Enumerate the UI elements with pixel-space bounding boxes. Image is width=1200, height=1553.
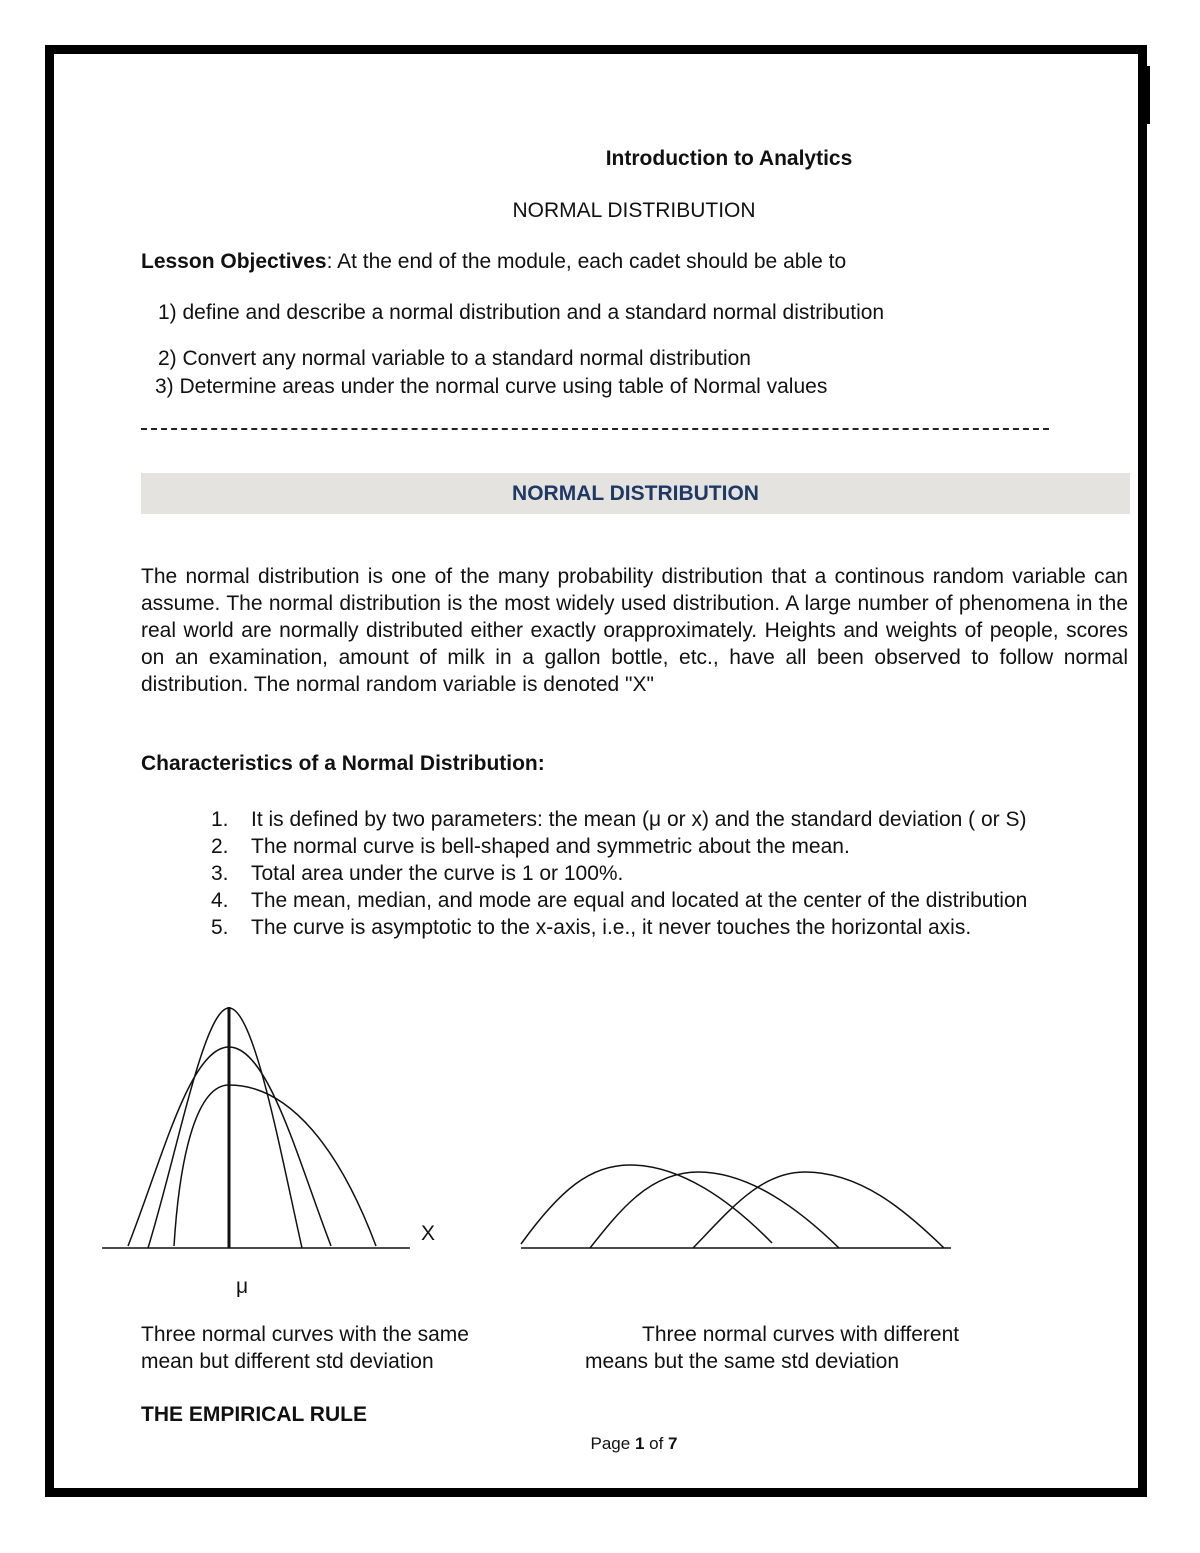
topic-title: NORMAL DISTRIBUTION [512, 199, 756, 222]
mu-label: μ [236, 1275, 249, 1298]
characteristics-list [211, 806, 1027, 941]
list-item [211, 833, 1027, 860]
shifted-curve-2 [590, 1172, 839, 1248]
page-number [0, 1434, 1200, 1454]
list-item-number: 5. [211, 916, 229, 939]
border-tab-mark [1144, 66, 1150, 124]
x-axis-label: X [421, 1222, 436, 1245]
shifted-curve-1 [521, 1165, 772, 1244]
list-item-text: It is defined by two parameters: the mean (μ or x) and the standard deviation ( or S) [251, 808, 1027, 831]
objective-item: 1) define and describe a normal distribution and a standard normal distribution [158, 301, 885, 324]
page-total: 7 [668, 1434, 678, 1453]
shifted-curve-3 [693, 1172, 944, 1248]
objectives-intro [141, 250, 846, 274]
list-item-text: The mean, median, and mode are equal and located at the center of the distribution [251, 889, 1028, 912]
right-caption-line2: means but the same std deviation [585, 1350, 900, 1373]
list-item [211, 860, 1027, 887]
course-title: Introduction to Analytics [605, 147, 853, 170]
list-item [211, 914, 1027, 941]
list-item-number: 2. [211, 835, 229, 858]
list-item [211, 887, 1027, 914]
page-current: 1 [634, 1434, 645, 1453]
objective-item: 3) Determine areas under the normal curve using table of Normal values [155, 375, 828, 398]
list-item-text: Total area under the curve is 1 or 100%. [251, 862, 624, 885]
section-banner-title: NORMAL DISTRIBUTION [512, 481, 759, 505]
list-item-number: 4. [211, 889, 229, 912]
list-item-number: 1. [211, 808, 229, 831]
left-caption-line2: mean but different std deviation [141, 1350, 434, 1373]
normal-curves-figure [0, 990, 1200, 1270]
section-banner [141, 473, 1130, 514]
objectives-label: Lesson Objectives [141, 250, 327, 273]
section-divider [141, 428, 1049, 430]
list-item-text: The normal curve is bell-shaped and symmetric about the mean. [251, 835, 850, 858]
empirical-rule-heading: THE EMPIRICAL RULE [141, 1403, 367, 1426]
objectives-intro-text: : At the end of the module, each cadet should be able to [326, 250, 847, 273]
objective-item: 2) Convert any normal variable to a standard normal distribution [158, 347, 751, 370]
right-caption-line1: Three normal curves with different [642, 1323, 960, 1346]
page-sep: of [644, 1434, 669, 1453]
intro-paragraph: The normal distribution is one of the many probability distribution that a continous random variable can assume. The normal distribution is the most widely used distribution. A large number of phenomena in the real world are normally distributed either exactly orapproximately. Heights and weights of people, scores on an examination, amount of milk in a gallon bottle, etc., have all been observed to follow normal distribution. The normal random variable is denoted "X" [141, 565, 1128, 696]
list-item-number: 3. [211, 862, 229, 885]
wide-curve [174, 1085, 376, 1246]
page-prefix: Page [590, 1434, 635, 1453]
characteristics-heading: Characteristics of a Normal Distribution: [141, 752, 545, 775]
list-item [211, 806, 1027, 833]
list-item-text: The curve is asymptotic to the x-axis, i.e., it never touches the horizontal axis. [251, 916, 972, 939]
left-caption-line1: Three normal curves with the same [141, 1323, 469, 1346]
